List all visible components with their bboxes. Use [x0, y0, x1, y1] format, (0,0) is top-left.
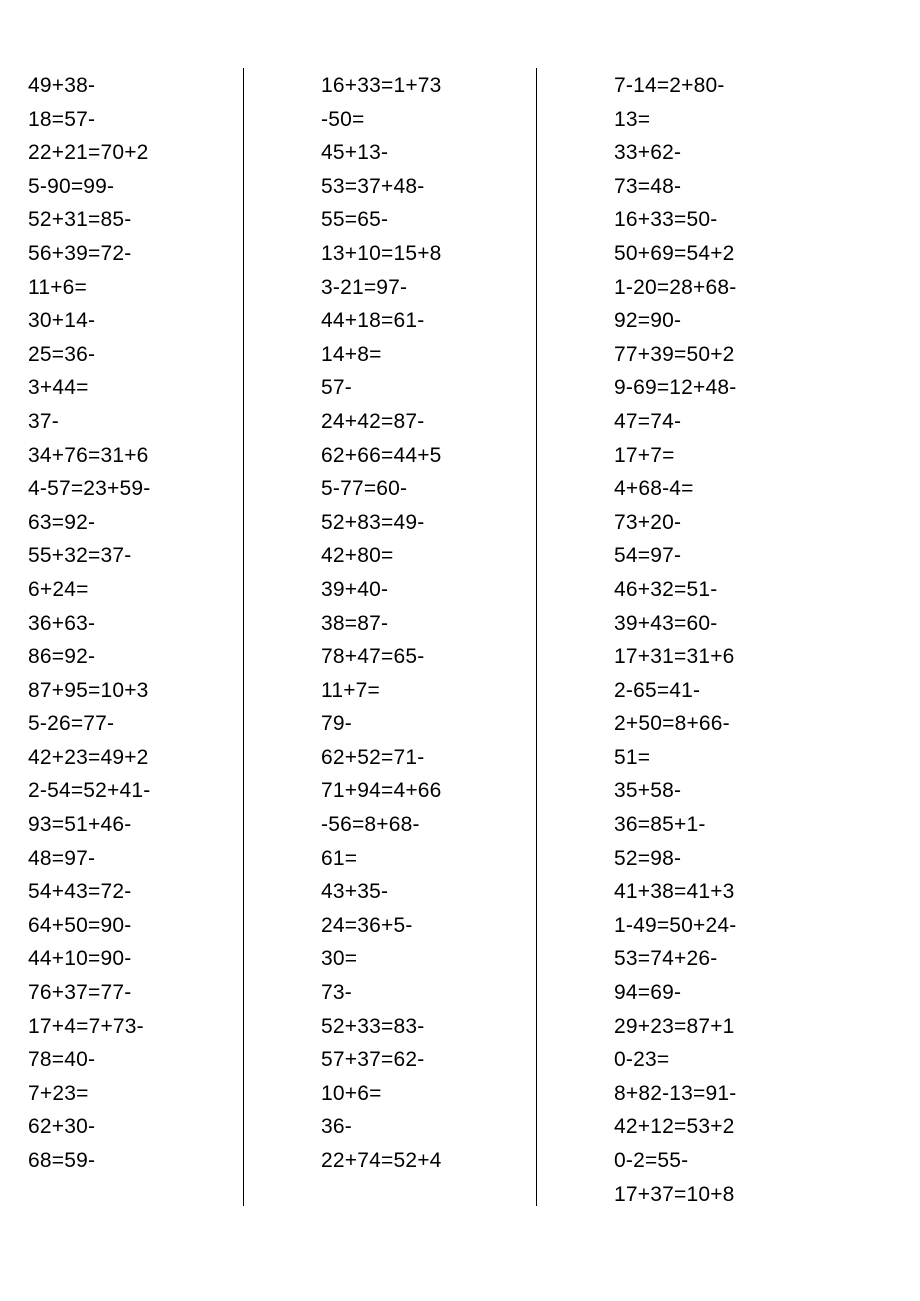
- equation-line: 52+33=83-: [321, 1014, 425, 1038]
- equation-line: 36-: [321, 1115, 352, 1139]
- equation-line: 78+47=65-: [321, 645, 425, 669]
- equation-line: -56=8+68-: [321, 813, 420, 837]
- column-divider-1: [243, 68, 244, 1206]
- equation-line: 62+30-: [28, 1115, 96, 1139]
- equation-line: 14+8=: [321, 342, 382, 366]
- column-divider-2: [536, 68, 537, 1206]
- equation-line: 3+44=: [28, 376, 89, 400]
- equation-line: 57-: [321, 376, 352, 400]
- equation-line: 5-26=77-: [28, 712, 115, 736]
- equation-line: 0-2=55-: [614, 1149, 689, 1172]
- equation-line: 11+6=: [28, 275, 88, 299]
- equation-line: 68=59-: [28, 1149, 96, 1172]
- equation-line: 55+32=37-: [28, 544, 132, 568]
- equation-line: 87+95=10+3: [28, 678, 149, 702]
- equation-line: 64+50=90-: [28, 913, 132, 937]
- equation-line: 22+21=70+2: [28, 141, 149, 165]
- equation-line: 2-65=41-: [614, 678, 701, 702]
- equation-line: 48=97-: [28, 846, 96, 870]
- equation-line: 63=92-: [28, 510, 96, 534]
- equation-line: 62+52=71-: [321, 745, 425, 769]
- equation-line: 62+66=44+5: [321, 443, 442, 467]
- equation-line: 93=51+46-: [28, 813, 132, 837]
- equation-line: 42+12=53+2: [614, 1115, 735, 1139]
- column-2: [321, 69, 442, 1178]
- equation-line: 24+42=87-: [321, 409, 425, 433]
- equation-line: 1-49=50+24-: [614, 913, 737, 937]
- equation-line: 6+24=: [28, 577, 89, 601]
- column-3: [614, 69, 736, 1211]
- equation-line: 78=40-: [28, 1048, 96, 1072]
- equation-line: 13=: [614, 107, 651, 131]
- equation-line: 43+35-: [321, 880, 389, 904]
- equation-line: 37-: [28, 409, 59, 433]
- equation-line: 17+7=: [614, 443, 675, 467]
- equation-line: 24=36+5-: [321, 913, 413, 937]
- equation-line: 16+33=1+73: [321, 74, 442, 97]
- equation-line: 10+6=: [321, 1081, 382, 1105]
- equation-line: 11+7=: [321, 678, 381, 702]
- equation-line: -50=: [321, 107, 365, 131]
- equation-line: 35+58-: [614, 779, 682, 803]
- equation-line: 73-: [321, 981, 352, 1005]
- equation-line: 30=: [321, 947, 358, 971]
- equation-line: 13+10=15+8: [321, 241, 442, 265]
- equation-line: 8+82-13=91-: [614, 1081, 737, 1105]
- equation-line: 25=36-: [28, 342, 96, 366]
- equation-line: 42+80=: [321, 544, 394, 568]
- equation-line: 52+83=49-: [321, 510, 425, 534]
- equation-line: 77+39=50+2: [614, 342, 735, 366]
- equation-line: 4-57=23+59-: [28, 477, 151, 501]
- equation-line: 94=69-: [614, 981, 682, 1005]
- equation-line: 17+4=7+73-: [28, 1014, 144, 1038]
- equation-line: 44+10=90-: [28, 947, 132, 971]
- equation-line: 17+37=10+8: [614, 1182, 735, 1206]
- equation-line: 7+23=: [28, 1081, 89, 1105]
- equation-line: 92=90-: [614, 309, 682, 333]
- equation-line: 9-69=12+48-: [614, 376, 737, 400]
- equation-line: 5-90=99-: [28, 174, 115, 198]
- equation-line: 46+32=51-: [614, 577, 718, 601]
- equation-line: 7-14=2+80-: [614, 74, 725, 97]
- equation-line: 52+31=85-: [28, 208, 132, 232]
- equation-line: 30+14-: [28, 309, 96, 333]
- equation-line: 50+69=54+2: [614, 241, 735, 265]
- equation-line: 17+31=31+6: [614, 645, 735, 669]
- equation-line: 71+94=4+66: [321, 779, 442, 803]
- equation-line: 22+74=52+4: [321, 1149, 442, 1172]
- equation-line: 2+50=8+66-: [614, 712, 730, 736]
- equation-line: 18=57-: [28, 107, 96, 131]
- equation-line: 51=: [614, 745, 651, 769]
- equation-line: 3-21=97-: [321, 275, 408, 299]
- equation-line: 29+23=87+1: [614, 1014, 735, 1038]
- equation-line: 34+76=31+6: [28, 443, 149, 467]
- equation-line: 57+37=62-: [321, 1048, 425, 1072]
- equation-line: 1-20=28+68-: [614, 275, 737, 299]
- equation-line: 36=85+1-: [614, 813, 706, 837]
- equation-line: 53=37+48-: [321, 174, 425, 198]
- equation-line: 54=97-: [614, 544, 682, 568]
- equation-line: 33+62-: [614, 141, 682, 165]
- equation-line: 47=74-: [614, 409, 682, 433]
- equation-line: 86=92-: [28, 645, 96, 669]
- equation-line: 38=87-: [321, 611, 389, 635]
- equation-line: 61=: [321, 846, 358, 870]
- equation-line: 55=65-: [321, 208, 389, 232]
- equation-line: 56+39=72-: [28, 241, 132, 265]
- equation-line: 16+33=50-: [614, 208, 718, 232]
- equation-line: 52=98-: [614, 846, 682, 870]
- equation-line: 54+43=72-: [28, 880, 132, 904]
- equation-line: 42+23=49+2: [28, 745, 149, 769]
- column-1: [28, 69, 150, 1178]
- equation-line: 73+20-: [614, 510, 682, 534]
- equation-line: 36+63-: [28, 611, 96, 635]
- equation-line: 49+38-: [28, 74, 96, 97]
- equation-line: 4+68-4=: [614, 477, 694, 501]
- equation-line: 53=74+26-: [614, 947, 718, 971]
- equation-line: 79-: [321, 712, 352, 736]
- equation-line: 73=48-: [614, 174, 682, 198]
- equation-line: 44+18=61-: [321, 309, 425, 333]
- equation-line: 76+37=77-: [28, 981, 132, 1005]
- equation-line: 45+13-: [321, 141, 389, 165]
- equation-line: 5-77=60-: [321, 477, 408, 501]
- equation-line: 0-23=: [614, 1048, 670, 1072]
- equation-line: 2-54=52+41-: [28, 779, 151, 803]
- equation-line: 41+38=41+3: [614, 880, 735, 904]
- equation-line: 39+40-: [321, 577, 389, 601]
- equation-line: 39+43=60-: [614, 611, 718, 635]
